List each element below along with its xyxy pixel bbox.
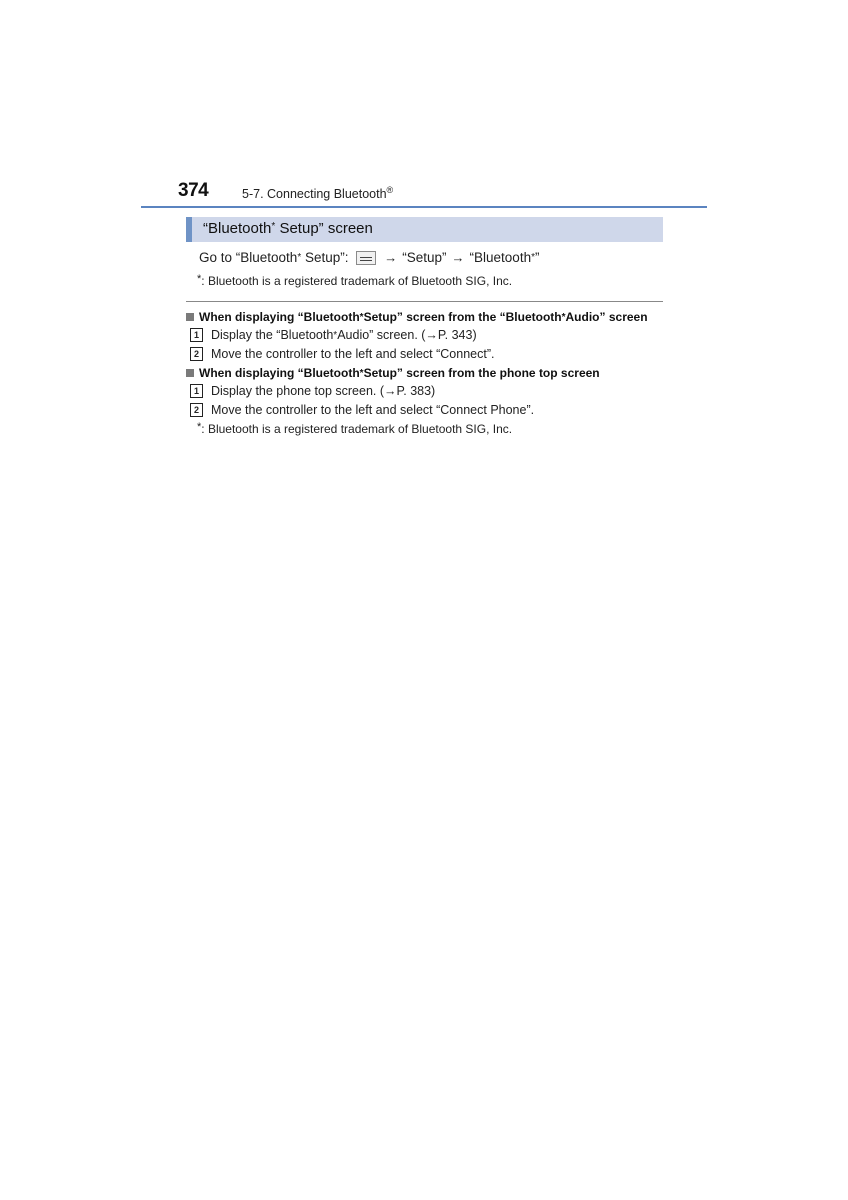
- registered-mark: ®: [386, 185, 394, 195]
- section-heading: [186, 217, 663, 242]
- footnote-star: *: [197, 273, 202, 285]
- step-number: 2: [190, 347, 203, 361]
- arrow-right-icon: →: [451, 250, 465, 265]
- heading-suffix: Setup” screen: [275, 220, 373, 237]
- footnote-star: *: [197, 421, 202, 433]
- step-item: [190, 384, 435, 398]
- header-rule: [141, 206, 707, 208]
- square-bullet-icon: [186, 369, 194, 377]
- step-text-part1: Display the “Bluetooth: [211, 328, 334, 342]
- page-header: [178, 180, 708, 204]
- step-item: [190, 347, 494, 361]
- section-title-text: 5-7. Connecting Bluetooth: [242, 187, 387, 201]
- sub2-star1: *: [359, 367, 364, 379]
- goto-part2: Setup”:: [301, 250, 353, 265]
- goto-part1: Go to “Bluetooth: [199, 250, 298, 265]
- goto-star1: *: [297, 252, 302, 263]
- step-text: Display the phone top screen. (→P. 383): [211, 384, 436, 398]
- heading-prefix: “Bluetooth: [203, 220, 272, 237]
- step-item: [190, 403, 534, 417]
- sub1-part2: Setup” screen from the “Bluetooth: [363, 310, 562, 324]
- arrow-right-icon: →: [384, 250, 398, 265]
- step-number: 2: [190, 403, 203, 417]
- square-bullet-icon: [186, 313, 194, 321]
- step-text: Move the controller to the left and select “Connect”.: [211, 347, 495, 361]
- footnote-text: : Bluetooth is a registered trademark of Bluetooth SIG, Inc.: [201, 274, 513, 288]
- trademark-footnote: [197, 421, 512, 436]
- heading-star: *: [271, 221, 276, 232]
- step-text-part2: Audio” screen. (→P. 343): [337, 328, 477, 342]
- goto-instruction: [199, 250, 539, 265]
- section-heading-text: [203, 220, 373, 237]
- step-text: Move the controller to the left and select “Connect Phone”.: [211, 403, 535, 417]
- sub1-star1: *: [359, 311, 364, 323]
- section-title: [242, 185, 393, 201]
- sub1-part3: Audio” screen: [565, 310, 648, 324]
- sub-heading-phone: [186, 366, 600, 380]
- menu-icon: [356, 251, 376, 265]
- step-item: [190, 328, 477, 342]
- sub-heading-audio: [186, 310, 648, 324]
- sub2-part1: When displaying “Bluetooth: [199, 366, 360, 380]
- page-number: 374: [178, 180, 209, 201]
- sub1-star2: *: [561, 311, 566, 323]
- goto-setup: “Setup”: [402, 250, 447, 265]
- divider: [186, 301, 663, 302]
- footnote-text: : Bluetooth is a registered trademark of Bluetooth SIG, Inc.: [201, 422, 513, 436]
- step-star: *: [333, 329, 338, 341]
- step-number: 1: [190, 384, 203, 398]
- sub1-part1: When displaying “Bluetooth: [199, 310, 360, 324]
- step-number: 1: [190, 328, 203, 342]
- trademark-footnote: [197, 273, 512, 288]
- sub2-part2: Setup” screen from the phone top screen: [363, 366, 600, 380]
- goto-star2: *: [531, 252, 535, 263]
- goto-part3: “Bluetooth: [469, 250, 532, 265]
- goto-part4: ”: [534, 250, 540, 265]
